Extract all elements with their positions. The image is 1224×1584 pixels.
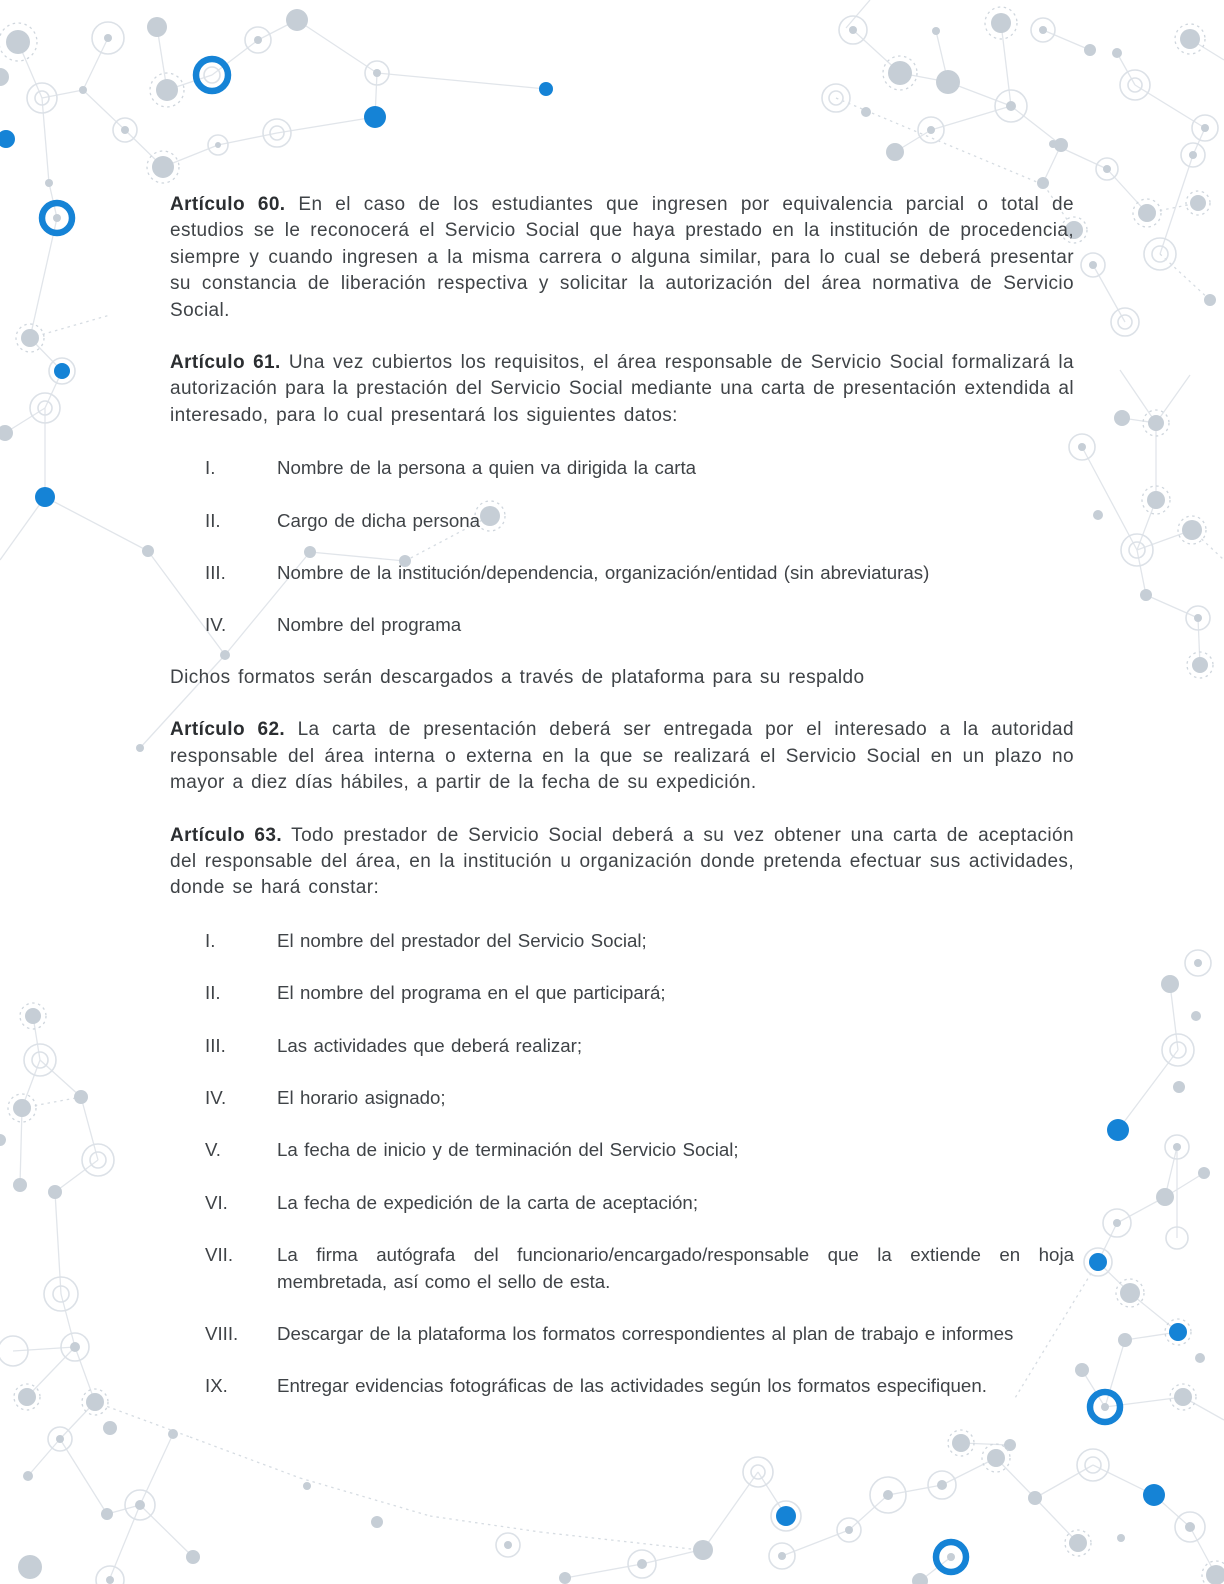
list-item-text: La fecha de expedición de la carta de aceptación; [277,1191,699,1213]
list-item [170,455,1074,481]
list-item-text: El horario asignado; [277,1086,446,1108]
list-item [170,1033,1074,1059]
list-item-text: Cargo de dicha persona [277,509,481,531]
paragraph-note-formatos [170,665,1074,691]
list-item-text: El nombre del programa en el que participará; [277,982,666,1004]
list-item [170,560,1074,586]
list-item [170,928,1074,954]
carta-aceptacion-list [170,928,1074,1400]
list-item-numeral: I. [205,457,216,479]
list-item-text: Descargar de la plataforma los formatos correspondientes al plan de trabajo e informes [277,1322,1014,1344]
article-62-text: La carta de presentación deberá ser entregada por el interesado a la autoridad responsable del área interna o externa en la que se realizará el Servicio Social en un plazo no mayor a diez días hábiles, a partir de la fecha de su expedición. [170,719,1074,794]
list-item-numeral: VII. [205,1244,234,1266]
list-item-numeral: I. [205,929,216,951]
list-item-numeral: II. [205,982,221,1004]
list-item [170,1321,1074,1347]
article-62-label: Artículo 62. [170,719,286,741]
list-item [170,1373,1074,1399]
list-item [170,508,1074,534]
list-item-text: Nombre del programa [277,614,462,636]
list-item-numeral: V. [205,1139,221,1161]
list-item-numeral: III. [205,1034,226,1056]
article-60-label: Artículo 60. [170,194,286,215]
carta-presentacion-list [170,455,1074,639]
network-strip-left-lower [0,1003,114,1294]
list-item-numeral: VI. [205,1191,228,1213]
paragraph-articulo-61 [170,350,1074,429]
list-item-text: La firma autógrafa del funcionario/encargado/responsable que la extiende en hoja membretada, así como el sello de esta. [277,1244,1074,1292]
article-63-label: Artículo 63. [170,824,283,846]
list-item-numeral: II. [205,509,221,531]
article-61-text: Una vez cubiertos los requisitos, el área responsable de Servicio Social formalizará la autorización para la prestación del Servicio Social mediante una carta de presentación extendida al interesado, para lo cual presentará los siguientes datos: [170,352,1074,426]
list-item-numeral: IX. [205,1375,228,1397]
note-text: Dichos formatos serán descargados a través de plataforma para su respaldo [170,666,865,688]
list-item [170,1085,1074,1111]
list-item-text: La fecha de inicio y de terminación del Servicio Social; [277,1139,739,1161]
list-item [170,1137,1074,1163]
list-item-text: Entregar evidencias fotográficas de las actividades según los formatos especifiquen. [277,1375,987,1397]
list-item-numeral: IV. [205,614,227,636]
document-content [170,192,1074,1426]
list-item-numeral: VIII. [205,1322,239,1344]
list-item-numeral: IV. [205,1086,227,1108]
list-item [170,980,1074,1006]
paragraph-articulo-60 [170,192,1074,324]
article-63-text: Todo prestador de Servicio Social deberá a su vez obtener una carta de aceptación del responsable del área, en la institución u organización donde pretenda efectuar sus actividades, donde se hará constar: [170,824,1074,899]
article-60-text: En el caso de los estudiantes que ingresen por equivalencia parcial o total de estudios se le reconocerá el Servicio Social que haya prestado en la institución de procedencia, siempre y cuando ingresen a la misma carrera o alguna similar, para lo cual se deberá presentar su constancia de liberación respectiva y solicitar la autorización del área normativa de Servicio Social. [170,194,1074,321]
paragraph-articulo-62 [170,717,1074,796]
list-item-text: Nombre de la persona a quien va dirigida la carta [277,457,697,479]
list-item-text: Las actividades que deberá realizar; [277,1034,583,1056]
network-cluster-bottom-right [693,1430,1224,1584]
article-61-label: Artículo 61. [170,352,281,374]
network-strip-right-middle [1069,370,1224,678]
list-item [170,1242,1074,1295]
list-item-text: Nombre de la institución/dependencia, organización/entidad (sin abreviaturas) [277,562,930,584]
list-item-text: El nombre del prestador del Servicio Social; [277,929,647,951]
paragraph-articulo-63 [170,823,1074,902]
list-item [170,1190,1074,1216]
list-item [170,612,1074,638]
list-item-numeral: III. [205,562,226,584]
